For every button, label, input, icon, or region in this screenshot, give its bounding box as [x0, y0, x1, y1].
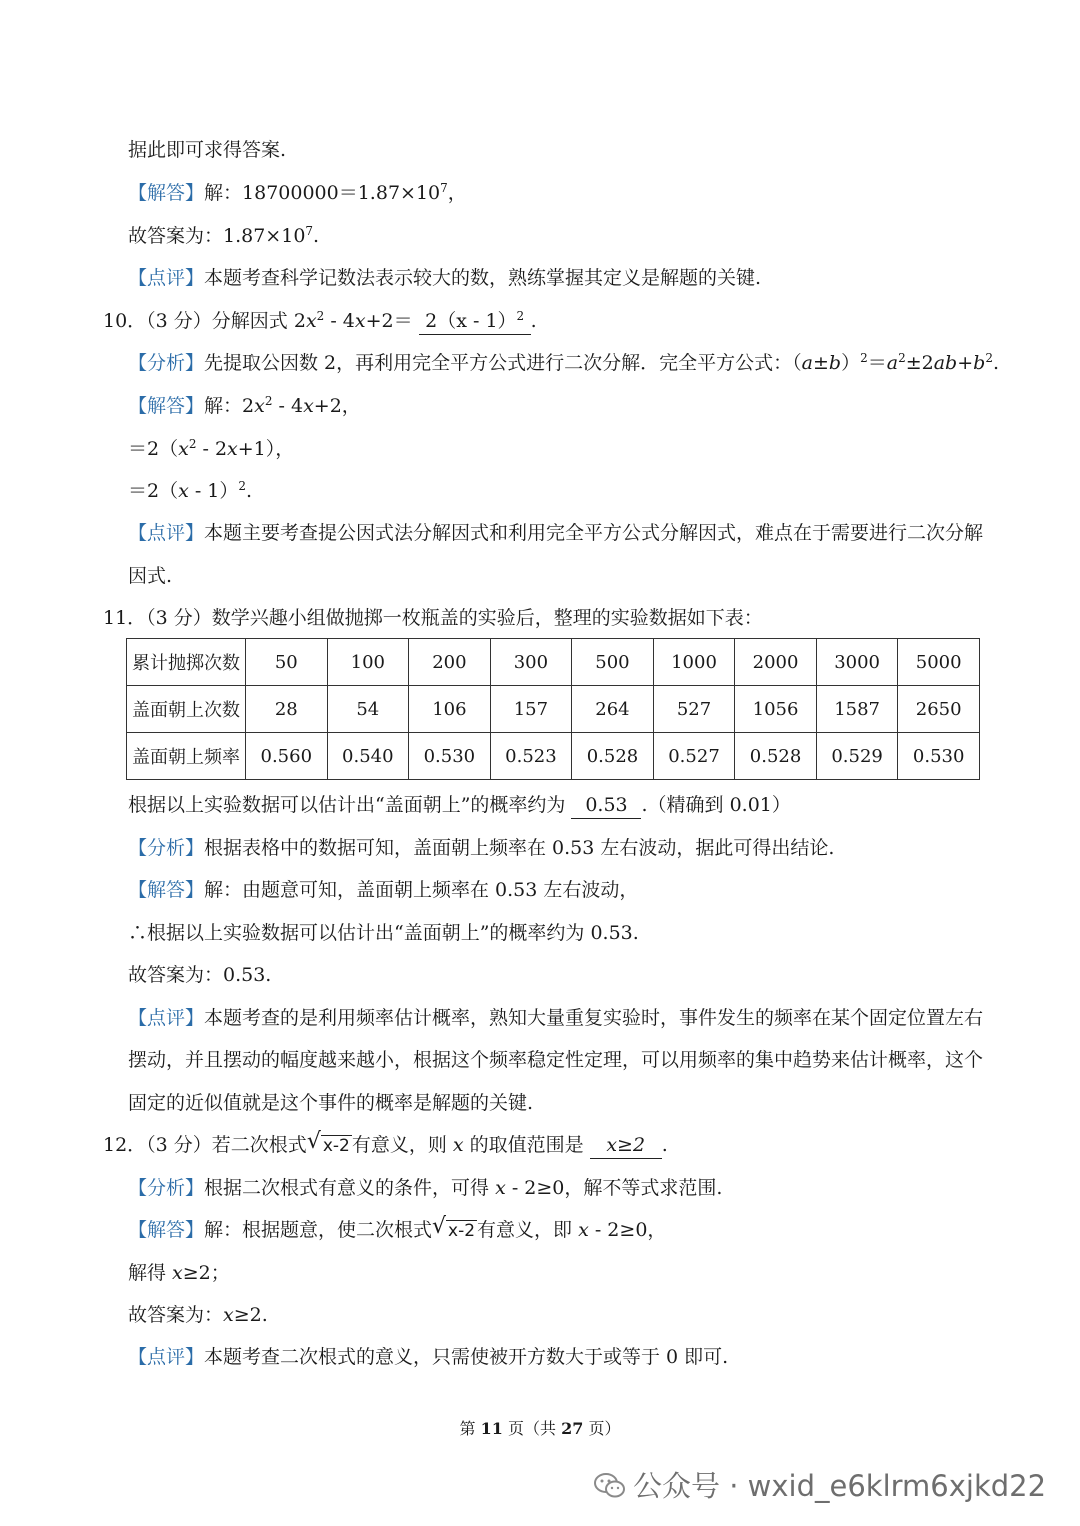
table-row: [127, 733, 980, 780]
sqrt-expression: [432, 1214, 477, 1244]
analysis-10: [128, 350, 999, 376]
footer-b: 页（共: [502, 1419, 562, 1438]
s12-b: 有意义，即: [477, 1219, 579, 1241]
comment-10-text: 本题主要考查提公因式法分解因式和利用完全平方公式分解因式，难点在于需要进行二次分解: [204, 522, 984, 544]
table-cell: 300: [490, 639, 572, 686]
radicand: x-2: [322, 1136, 350, 1156]
solution-tag: 【解答】: [128, 1219, 205, 1241]
var-a: a: [886, 352, 899, 374]
s12-a: 解：根据题意，使二次根式: [204, 1219, 433, 1241]
var-x: x: [303, 395, 314, 417]
var-x: x: [452, 1134, 464, 1156]
var-x: x: [578, 1219, 589, 1241]
table-cell: 200: [409, 639, 491, 686]
total-pages: 27: [561, 1419, 584, 1438]
comment-11: [128, 1005, 983, 1031]
s12-2b: ≥2；: [182, 1262, 230, 1284]
pm-2: ±2: [905, 352, 934, 374]
a12-b: - 2≥0，解不等式求范围.: [505, 1177, 723, 1199]
s12-3b: ≥2.: [233, 1304, 268, 1326]
plus: +: [957, 352, 974, 374]
question-11-answer: 0.53: [571, 792, 641, 819]
table-cell: 264: [572, 686, 654, 733]
comment-tag: 【点评】: [128, 267, 205, 289]
table-cell: 2000: [735, 639, 817, 686]
page-footer: [0, 1416, 1080, 1439]
table-cell: 50: [246, 639, 328, 686]
question-10-answer: [419, 308, 531, 335]
footer-a: 第: [459, 1419, 481, 1438]
solution-11: [128, 877, 638, 903]
question-11-prompt: [128, 792, 791, 819]
solution-10-step3: [128, 478, 252, 504]
question-10-text: 10．（3 分）分解因式 2: [103, 310, 306, 332]
table-cell: 5000: [898, 639, 980, 686]
table-cell: 0.530: [898, 733, 980, 780]
row-header-cell: 盖面朝上次数: [127, 686, 246, 733]
table-cell: 0.528: [572, 733, 654, 780]
table-cell: 0.527: [653, 733, 735, 780]
question-10: [103, 308, 537, 335]
exponent: 2: [188, 437, 197, 451]
q10-answer-text: 2（x - 1）: [425, 310, 517, 332]
q10-end: +2＝: [365, 310, 413, 332]
s10-l3-c: .: [246, 480, 253, 502]
table-cell: 106: [409, 686, 491, 733]
var-x: x: [254, 395, 265, 417]
solution-11-step2: ∴根据以上实验数据可以估计出“盖面朝上”的概率约为 0.53.: [128, 922, 639, 944]
var-b: b: [828, 352, 842, 374]
analysis-11: [128, 835, 834, 861]
solution-10: [128, 393, 361, 419]
exponent: 2: [264, 394, 273, 408]
q11-prompt-text: 根据以上实验数据可以估计出“盖面朝上”的概率约为: [128, 794, 566, 816]
footer-c: 页）: [583, 1419, 621, 1438]
answer-text: 解：18700000＝1.87×10: [204, 182, 441, 204]
solution-12-step2: [128, 1260, 230, 1286]
q11-precision: .（精确到 0.01）: [641, 794, 791, 816]
question-12: [103, 1129, 668, 1159]
var-x: x: [354, 310, 366, 332]
a12-a: 根据二次根式有意义的条件，可得: [204, 1177, 496, 1199]
q12-b: 有意义，则: [351, 1134, 453, 1156]
exponent: 2: [898, 351, 906, 365]
table-cell: 3000: [816, 639, 898, 686]
answer-text-end: ，: [447, 182, 467, 204]
exponent: 2: [985, 351, 993, 365]
analysis-10-end: .: [992, 352, 1000, 374]
radicand: x-2: [448, 1221, 476, 1241]
var-b: b: [973, 352, 986, 374]
page-number: 11: [480, 1419, 503, 1438]
s10-a: 解：2: [204, 395, 255, 417]
table-cell: 0.528: [735, 733, 817, 780]
comment-11-text: 本题考查的是利用频率估计概率，熟知大量重复实验时，事件发生的频率在某个固定位置左右: [204, 1007, 984, 1029]
answer-line: [128, 180, 467, 206]
table-cell: 54: [327, 686, 409, 733]
comment-12: [128, 1344, 728, 1370]
line-conclusion: 据此即可求得答案.: [128, 139, 287, 161]
analysis-11-text: 根据表格中的数据可知，盖面朝上频率在 0.53 左右波动，据此可得出结论.: [204, 837, 835, 859]
analysis-10-text: 先提取公因数 2，再利用完全平方公式进行二次分解．完全平方公式：（: [204, 352, 802, 374]
experiment-table: [126, 638, 980, 780]
table-cell: 0.530: [409, 733, 491, 780]
table-cell: 1587: [816, 686, 898, 733]
exponent: 2: [316, 309, 325, 323]
comment-12-text: 本题考查二次根式的意义，只需使被开方数大于或等于 0 即可.: [204, 1346, 729, 1368]
var-x: x: [227, 438, 238, 460]
solution-11-text: 解：由题意可知，盖面朝上频率在 0.53 左右波动，: [204, 879, 639, 901]
solution-tag: 【解答】: [128, 395, 205, 417]
table-cell: 0.523: [490, 733, 572, 780]
q10-dot: .: [530, 310, 537, 332]
table-cell: 0.540: [327, 733, 409, 780]
answer-tag: 【解答】: [128, 182, 205, 204]
equals: ＝: [867, 352, 887, 374]
question-11: 11．（3 分）数学兴趣小组做抛掷一枚瓶盖的实验后，整理的实验数据如下表：: [103, 607, 763, 629]
exponent: 2: [860, 351, 868, 365]
q10-mid: - 4: [324, 310, 355, 332]
q12-c: 的取值范围是: [463, 1134, 584, 1156]
pm-sign: ±: [812, 352, 829, 374]
sqrt-expression: [306, 1129, 352, 1159]
final-answer-end: .: [313, 225, 320, 247]
s12-2a: 解得: [128, 1262, 173, 1284]
table-cell: 0.560: [246, 733, 328, 780]
q12-a: 12．（3 分）若二次根式: [103, 1134, 307, 1156]
paren: ）: [841, 352, 861, 374]
solution-11-step3: 故答案为：0.53.: [128, 964, 272, 986]
radical-sign: √: [306, 1129, 321, 1154]
solution-tag: 【解答】: [128, 879, 205, 901]
exponent: 7: [440, 181, 448, 195]
table-row: [127, 686, 980, 733]
analysis-12: [128, 1175, 722, 1201]
table-cell: 28: [246, 686, 328, 733]
analysis-tag: 【分析】: [128, 837, 205, 859]
table-cell: 100: [327, 639, 409, 686]
solution-12: [128, 1214, 667, 1244]
comment-line: [128, 265, 761, 291]
table-cell: 527: [653, 686, 735, 733]
var-x: x: [178, 438, 189, 460]
comment-tag: 【点评】: [128, 522, 205, 544]
comment-tag: 【点评】: [128, 1007, 205, 1029]
watermark-text: 公众号 · wxid_e6klrm6xjkd22: [633, 1469, 1047, 1503]
final-answer-text: 故答案为：1.87×10: [128, 225, 306, 247]
s10-l3-a: ＝2（: [128, 480, 179, 502]
var-ab: ab: [933, 352, 958, 374]
row-header-cell: 盖面朝上频率: [127, 733, 246, 780]
table-cell: 500: [572, 639, 654, 686]
s12-3a: 故答案为：: [128, 1304, 224, 1326]
var-x: x: [178, 480, 189, 502]
table-cell: 1000: [653, 639, 735, 686]
wechat-icon: [593, 1472, 627, 1500]
solution-10-step2: [128, 436, 294, 462]
exponent: 2: [238, 479, 247, 493]
analysis-tag: 【分析】: [128, 352, 205, 374]
s12-c: - 2≥0，: [588, 1219, 667, 1241]
table-cell: 2650: [898, 686, 980, 733]
table-cell: 0.529: [816, 733, 898, 780]
radical-sign: √: [432, 1214, 447, 1239]
comment-10: [128, 520, 983, 546]
exponent: 7: [305, 224, 314, 238]
s10-c: +2，: [313, 395, 361, 417]
solution-12-step3: [128, 1302, 268, 1328]
var-x: x: [495, 1177, 506, 1199]
table-cell: 157: [490, 686, 572, 733]
s10-l2-c: +1），: [237, 438, 295, 460]
var-x: x: [305, 310, 317, 332]
comment-text: 本题考查科学记数法表示较大的数，熟练掌握其定义是解题的关键.: [204, 267, 762, 289]
var-x: x: [172, 1262, 183, 1284]
table-cell: 1056: [735, 686, 817, 733]
q12-dot: .: [661, 1134, 668, 1156]
s10-b: - 4: [272, 395, 304, 417]
question-12-answer: x≥2: [590, 1132, 662, 1159]
watermark: [593, 1464, 1046, 1505]
s10-l3-b: - 1）: [188, 480, 239, 502]
exponent: 2: [516, 309, 525, 323]
final-answer-line: [128, 223, 319, 249]
comment-11-cont2: 固定的近似值就是这个事件的概率是解题的关键.: [128, 1092, 534, 1114]
s10-l2-b: - 2: [196, 438, 228, 460]
s10-l2-a: ＝2（: [128, 438, 179, 460]
var-a: a: [801, 352, 813, 374]
table-row: [127, 639, 980, 686]
comment-tag: 【点评】: [128, 1346, 205, 1368]
var-x: x: [223, 1304, 234, 1326]
row-header-cell: 累计抛掷次数: [127, 639, 246, 686]
analysis-tag: 【分析】: [128, 1177, 205, 1199]
comment-11-cont: 摆动，并且摆动的幅度越来越小，根据这个频率稳定性定理，可以用频率的集中趋势来估计概率，这个: [128, 1049, 984, 1071]
comment-10-cont: 因式.: [128, 565, 173, 587]
